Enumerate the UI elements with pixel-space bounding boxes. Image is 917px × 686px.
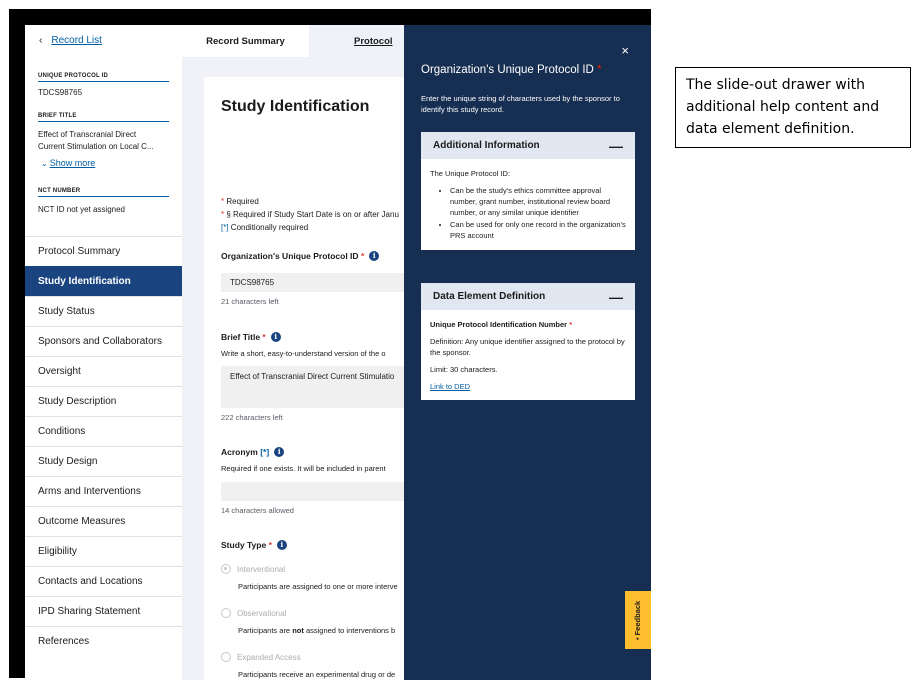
ded-definition: Definition: Any unique identifier assigned to the protocol by the sponsor. [430,337,625,357]
radio-button[interactable] [221,564,231,574]
drawer-title-text: Organization's Unique Protocol ID [421,64,594,76]
brief-title-line1: Effect of Transcranial Direct [38,130,137,139]
sidebar-item-study-design[interactable]: Study Design [25,446,182,476]
ded-name-text: Unique Protocol Identification Number [430,320,568,329]
brief-title-label-text: Brief Title [221,332,261,342]
info-icon[interactable]: i [274,447,284,457]
sidebar-item-oversight[interactable]: Oversight [25,356,182,386]
legend-conditional-text: Conditionally required [230,223,309,232]
info-icon[interactable]: i [369,251,379,261]
close-icon[interactable]: × [621,43,629,58]
tab-bar [182,25,404,57]
legend-conditional [221,223,308,232]
radio-button[interactable] [221,652,231,662]
back-link-label: Record List [51,35,102,46]
sidebar [25,25,182,680]
ded-header[interactable] [421,283,635,310]
link-to-ded[interactable]: Link to DED [430,382,471,391]
required-asterisk: * [268,540,272,550]
screenshot-frame [9,9,651,678]
main-content [182,25,404,680]
required-asterisk: * [569,320,573,329]
form-card [204,77,414,680]
org-id-counter: 21 characters left [221,297,279,306]
info-icon[interactable]: i [277,540,287,550]
feedback-label: ▪ Feedback [633,600,643,640]
data-element-definition-panel [421,283,635,400]
nct-number-label: NCT NUMBER [38,188,169,197]
radio-description [238,582,398,591]
desc-text: Participants are [238,626,293,635]
required-asterisk: * [597,64,602,76]
acronym-help: Required if one exists. It will be included in parent [221,464,386,473]
acronym-label-text: Acronym [221,447,258,457]
unique-id-value: TDCS98765 [38,88,83,97]
brief-title-textarea[interactable]: Effect of Transcranial Direct Current Stimulatio [221,366,421,408]
show-more-link[interactable] [41,158,95,168]
collapse-icon[interactable]: — [609,288,623,305]
brief-title-help: Write a short, easy-to-understand version of the o [221,349,386,358]
feedback-text: Feedback [633,600,643,635]
panel-heading: Additional Information [433,140,540,151]
chevron-left-icon: ‹ [39,35,43,46]
org-id-input[interactable]: TDCS98765 [221,273,421,292]
ded-body [421,310,635,400]
sidebar-item-references[interactable]: References [25,626,182,656]
list-item: • Can be used for only one record in the organization's PRS account [450,219,626,241]
sidebar-item-sponsors[interactable]: Sponsors and Collaborators [25,326,182,356]
sidebar-nav [25,236,182,656]
brief-title-line2: Current Stimulation on Local C... [38,142,154,151]
radio-description [238,670,395,679]
org-id-label-text: Organization's Unique Protocol ID [221,251,359,261]
desc-text: assigned to interventions b [303,626,396,635]
desc-text: Participants receive an experimental drug or de [238,670,396,679]
radio-description [238,626,395,635]
radio-expanded-access[interactable] [221,652,301,662]
conditional-mark: [*] [221,223,229,232]
radio-label: Observational [237,608,287,618]
page-title: Study Identification [221,98,370,115]
conditional-mark: [*] [260,447,270,457]
acronym-label [221,447,284,457]
chevron-down-icon: ⌄ [41,159,48,168]
legend-section-text: § Required if Study Start Date is on or after Janu [226,210,399,219]
legend-section [221,210,399,219]
ded-name [430,319,626,330]
help-drawer [404,25,651,680]
brief-title-field-label [221,332,281,342]
additional-info-header[interactable] [421,132,635,159]
sidebar-item-study-description[interactable]: Study Description [25,386,182,416]
brief-title-counter: 222 characters left [221,413,283,422]
nct-number-value: NCT ID not yet assigned [38,205,126,214]
sidebar-item-ipd-sharing[interactable]: IPD Sharing Statement [25,596,182,626]
brief-title-label: BRIEF TITLE [38,113,169,122]
caption-box: The slide-out drawer with additional help content and data element definition. [675,67,911,148]
acronym-input[interactable] [221,482,421,501]
drawer-description: Enter the unique string of characters used by the sponsor to identify this study record. [421,94,620,114]
info-icon[interactable]: i [271,332,281,342]
radio-button[interactable] [221,608,231,618]
ded-limit: Limit: 30 characters. [430,365,498,374]
tab-record-summary[interactable]: Record Summary [182,25,309,57]
panel-heading: Data Element Definition [433,291,546,302]
sidebar-item-arms-interventions[interactable]: Arms and Interventions [25,476,182,506]
info-intro: The Unique Protocol ID: [430,169,511,178]
required-asterisk: * [221,197,225,206]
sidebar-item-eligibility[interactable]: Eligibility [25,536,182,566]
desc-bold: not [292,626,304,635]
study-type-label-text: Study Type [221,540,267,550]
sidebar-item-protocol-summary[interactable]: Protocol Summary [25,236,182,266]
info-bullets [430,185,626,241]
additional-info-body [421,159,635,250]
sidebar-item-study-status[interactable]: Study Status [25,296,182,326]
collapse-icon[interactable]: — [609,137,623,154]
radio-observational[interactable] [221,608,286,618]
sidebar-item-study-identification[interactable]: Study Identification [25,266,182,296]
study-type-label [221,540,287,550]
section-asterisk: * [221,210,225,219]
app-window [25,25,651,680]
unique-id-label: UNIQUE PROTOCOL ID [38,73,169,82]
legend-required-text: Required [226,197,259,206]
sidebar-item-contacts-locations[interactable]: Contacts and Locations [25,566,182,596]
back-to-record-list-link[interactable] [39,35,102,46]
required-asterisk: * [360,251,365,261]
drawer-title [421,64,602,76]
tab-protocol[interactable]: Protocol [354,35,393,47]
sidebar-item-conditions[interactable]: Conditions [25,416,182,446]
feedback-button[interactable] [625,591,651,649]
org-id-label [221,251,379,261]
desc-text: Participants are assigned to one or more interve [238,582,398,591]
radio-label: Interventional [237,564,286,574]
additional-info-panel [421,132,635,250]
radio-label: Expanded Access [237,652,301,662]
radio-interventional[interactable] [221,564,285,574]
required-asterisk: * [262,332,266,342]
show-more-label: Show more [49,158,96,168]
sidebar-item-outcome-measures[interactable]: Outcome Measures [25,506,182,536]
acronym-counter: 14 characters allowed [221,506,294,515]
legend-required [221,197,259,206]
list-item: • Can be the study's ethics committee approval number, grant number, institutional review board number, or any similar unique identifier [450,185,626,218]
